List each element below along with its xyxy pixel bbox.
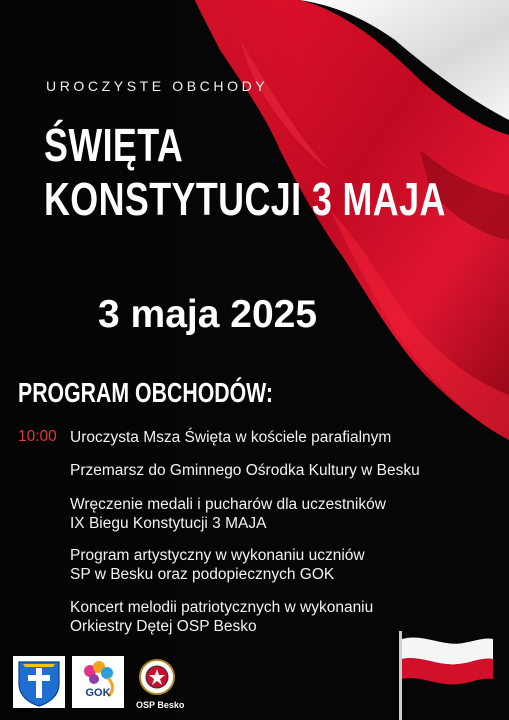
title-line-2: KONSTYTUCJI 3 MAJA: [44, 173, 446, 225]
program-time: 10:00: [18, 428, 57, 445]
coat-of-arms-icon: [13, 656, 65, 708]
program-heading: PROGRAM OBCHODÓW:: [18, 377, 273, 408]
gok-logo: [72, 656, 124, 708]
program-item-line: Orkiestry Dętej OSP Besko: [70, 618, 257, 635]
program-item: [70, 546, 365, 584]
gok-logo-text: GOK: [85, 687, 111, 699]
program-item: [70, 495, 386, 533]
program-item: [70, 598, 373, 636]
program-item-line: Uroczysta Msza Święta w kościele parafialnym: [70, 429, 392, 446]
program-item-line: Wręczenie medali i pucharów dla uczestników: [70, 496, 386, 513]
gok-emblem-icon: [72, 656, 124, 708]
program-item: [70, 428, 391, 447]
coat-of-arms-logo: [13, 656, 65, 708]
program-item-line: Koncert melodii patriotycznych w wykonaniu: [70, 599, 374, 616]
event-title: [44, 118, 446, 226]
osp-caption: OSP Besko: [136, 700, 185, 710]
title-line-1: ŚWIĘTA: [44, 119, 184, 171]
program-item-line: Przemarsz do Gminnego Ośrodka Kultury w Besku: [70, 462, 420, 479]
program-item-line: Program artystyczny w wykonaniu uczniów: [70, 547, 365, 564]
program-item-line: IX Biegu Konstytucji 3 MAJA: [70, 515, 267, 532]
osp-emblem-icon: [131, 656, 183, 700]
event-subtitle: UROCZYSTE OBCHODY: [46, 78, 269, 94]
program-item: [70, 461, 420, 480]
program-item-line: SP w Besku oraz podopiecznych GOK: [70, 566, 335, 583]
small-polish-flag-icon: [393, 625, 495, 720]
event-date: 3 maja 2025: [98, 293, 318, 336]
